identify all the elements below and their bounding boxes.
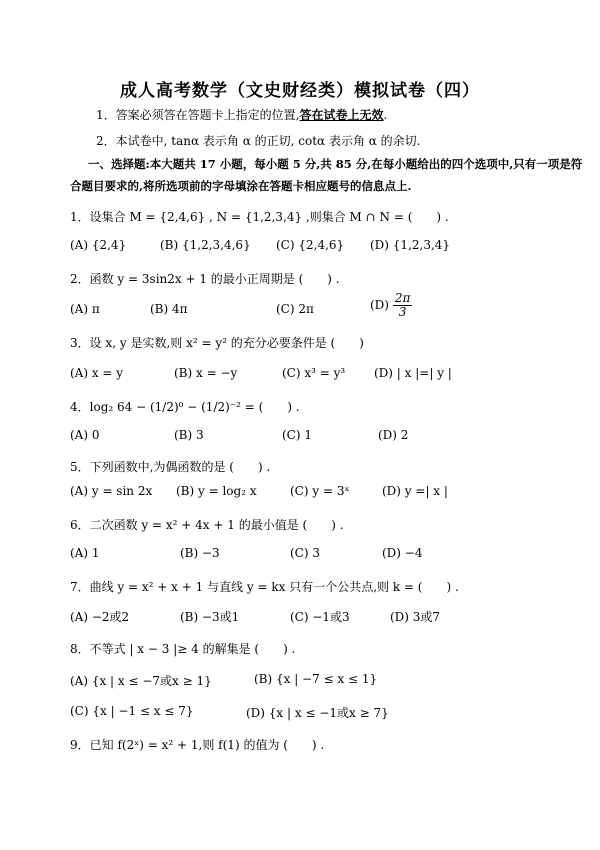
note-text: 本试卷中, tanα 表示角 α 的正切, cotα 表示角 α 的余切. xyxy=(115,134,421,148)
question-7-option-c[interactable]: (C) −1或3 xyxy=(290,610,350,624)
question-2-option-a[interactable]: (A) π xyxy=(70,302,100,316)
note-2 xyxy=(96,132,421,149)
question-5-option-d[interactable]: (D) y =| x | xyxy=(382,484,448,498)
page-title: 成人高考数学（文史财经类）模拟试卷（四） xyxy=(120,81,480,101)
question-1-option-c[interactable]: (C) {2,4,6} xyxy=(276,238,345,252)
question-6-stem: 6．二次函数 y = x² + 4x + 1 的最小值是 ( ) . xyxy=(70,518,344,532)
note-number: 2． xyxy=(96,134,116,148)
question-2-option-d[interactable] xyxy=(370,292,412,319)
question-5-option-c[interactable]: (C) y = 3ˣ xyxy=(290,484,350,498)
fraction-denominator: 3 xyxy=(398,305,407,320)
question-5-option-b[interactable]: (B) y = log₂ x xyxy=(176,484,257,498)
fraction-numerator: 2π xyxy=(394,291,411,305)
question-1-stem: 1．设集合 M = {2,4,6} , N = {1,2,3,4} ,则集合 M ∩ N = ( ) . xyxy=(70,210,449,224)
question-4-option-c[interactable]: (C) 1 xyxy=(282,428,312,442)
question-1-option-d[interactable]: (D) {1,2,3,4} xyxy=(370,238,451,252)
question-5-stem: 5．下列函数中,为偶函数的是 ( ) . xyxy=(70,460,271,474)
note-text: 答案必须答在答题卡上指定的位置, xyxy=(115,108,300,122)
question-9-stem: 9．已知 f(2ˣ) = x² + 1,则 f(1) 的值为 ( ) . xyxy=(70,738,325,752)
note-1 xyxy=(96,106,387,123)
question-7-option-b[interactable]: (B) −3或1 xyxy=(180,610,240,624)
question-7-stem: 7．曲线 y = x² + x + 1 与直线 y = kx 只有一个公共点,则 k = ( ) . xyxy=(70,580,459,594)
question-3-option-d[interactable]: (D) | x |=| y | xyxy=(374,366,452,380)
question-1-option-b[interactable]: (B) {1,2,3,4,6} xyxy=(160,238,251,252)
question-4-option-d[interactable]: (D) 2 xyxy=(378,428,409,442)
question-1-option-a[interactable]: (A) {2,4} xyxy=(70,238,127,252)
section-heading-line1: 一、选择题:本大题共 17 小题，每小题 5 分,共 85 分,在每小题给出的四个选项中,只有一项是符 xyxy=(88,157,583,171)
question-2-option-c[interactable]: (C) 2π xyxy=(276,302,314,316)
question-7-option-d[interactable]: (D) 3或7 xyxy=(390,610,441,624)
question-6-option-b[interactable]: (B) −3 xyxy=(180,546,220,560)
question-8-option-a[interactable]: (A) {x | x ≤ −7或x ≥ 1} xyxy=(70,674,212,688)
fraction xyxy=(393,292,413,319)
section-heading-line2: 合题目要求的,将所选项前的字母填涂在答题卡相应题号的信息点上. xyxy=(70,179,412,193)
question-6-option-c[interactable]: (C) 3 xyxy=(290,546,320,560)
question-4-stem: 4．log₂ 64 − (1/2)⁰ − (1/2)⁻² = ( ) . xyxy=(70,400,300,414)
question-3-option-a[interactable]: (A) x = y xyxy=(70,366,124,380)
question-6-option-d[interactable]: (D) −4 xyxy=(382,546,423,560)
question-3-option-b[interactable]: (B) x = −y xyxy=(174,366,238,380)
question-5-option-a[interactable]: (A) y = sin 2x xyxy=(70,484,153,498)
note-emphasis: 答在试卷上无效 xyxy=(299,108,384,122)
question-8-option-d[interactable]: (D) {x | x ≤ −1或x ≥ 7} xyxy=(246,706,389,720)
question-7-option-a[interactable]: (A) −2或2 xyxy=(70,610,130,624)
question-3-option-c[interactable]: (C) x³ = y³ xyxy=(282,366,346,380)
question-2-option-b[interactable]: (B) 4π xyxy=(150,302,188,316)
question-8-option-c[interactable]: (C) {x | −1 ≤ x ≤ 7} xyxy=(70,704,194,718)
question-8-option-b[interactable]: (B) {x | −7 ≤ x ≤ 1} xyxy=(254,672,378,686)
note-number: 1． xyxy=(96,108,116,122)
question-3-stem: 3．设 x, y 是实数,则 x² = y² 的充分必要条件是 ( ) xyxy=(70,336,364,350)
question-6-option-a[interactable]: (A) 1 xyxy=(70,546,100,560)
question-4-option-a[interactable]: (A) 0 xyxy=(70,428,100,442)
question-2-stem: 2．函数 y = 3sin2x + 1 的最小正周期是 ( ) . xyxy=(70,272,340,286)
question-8-stem: 8．不等式 | x − 3 |≥ 4 的解集是 ( ) . xyxy=(70,642,296,656)
question-4-option-b[interactable]: (B) 3 xyxy=(174,428,204,442)
note-end: . xyxy=(383,108,388,122)
option-label: (D) xyxy=(370,298,389,313)
